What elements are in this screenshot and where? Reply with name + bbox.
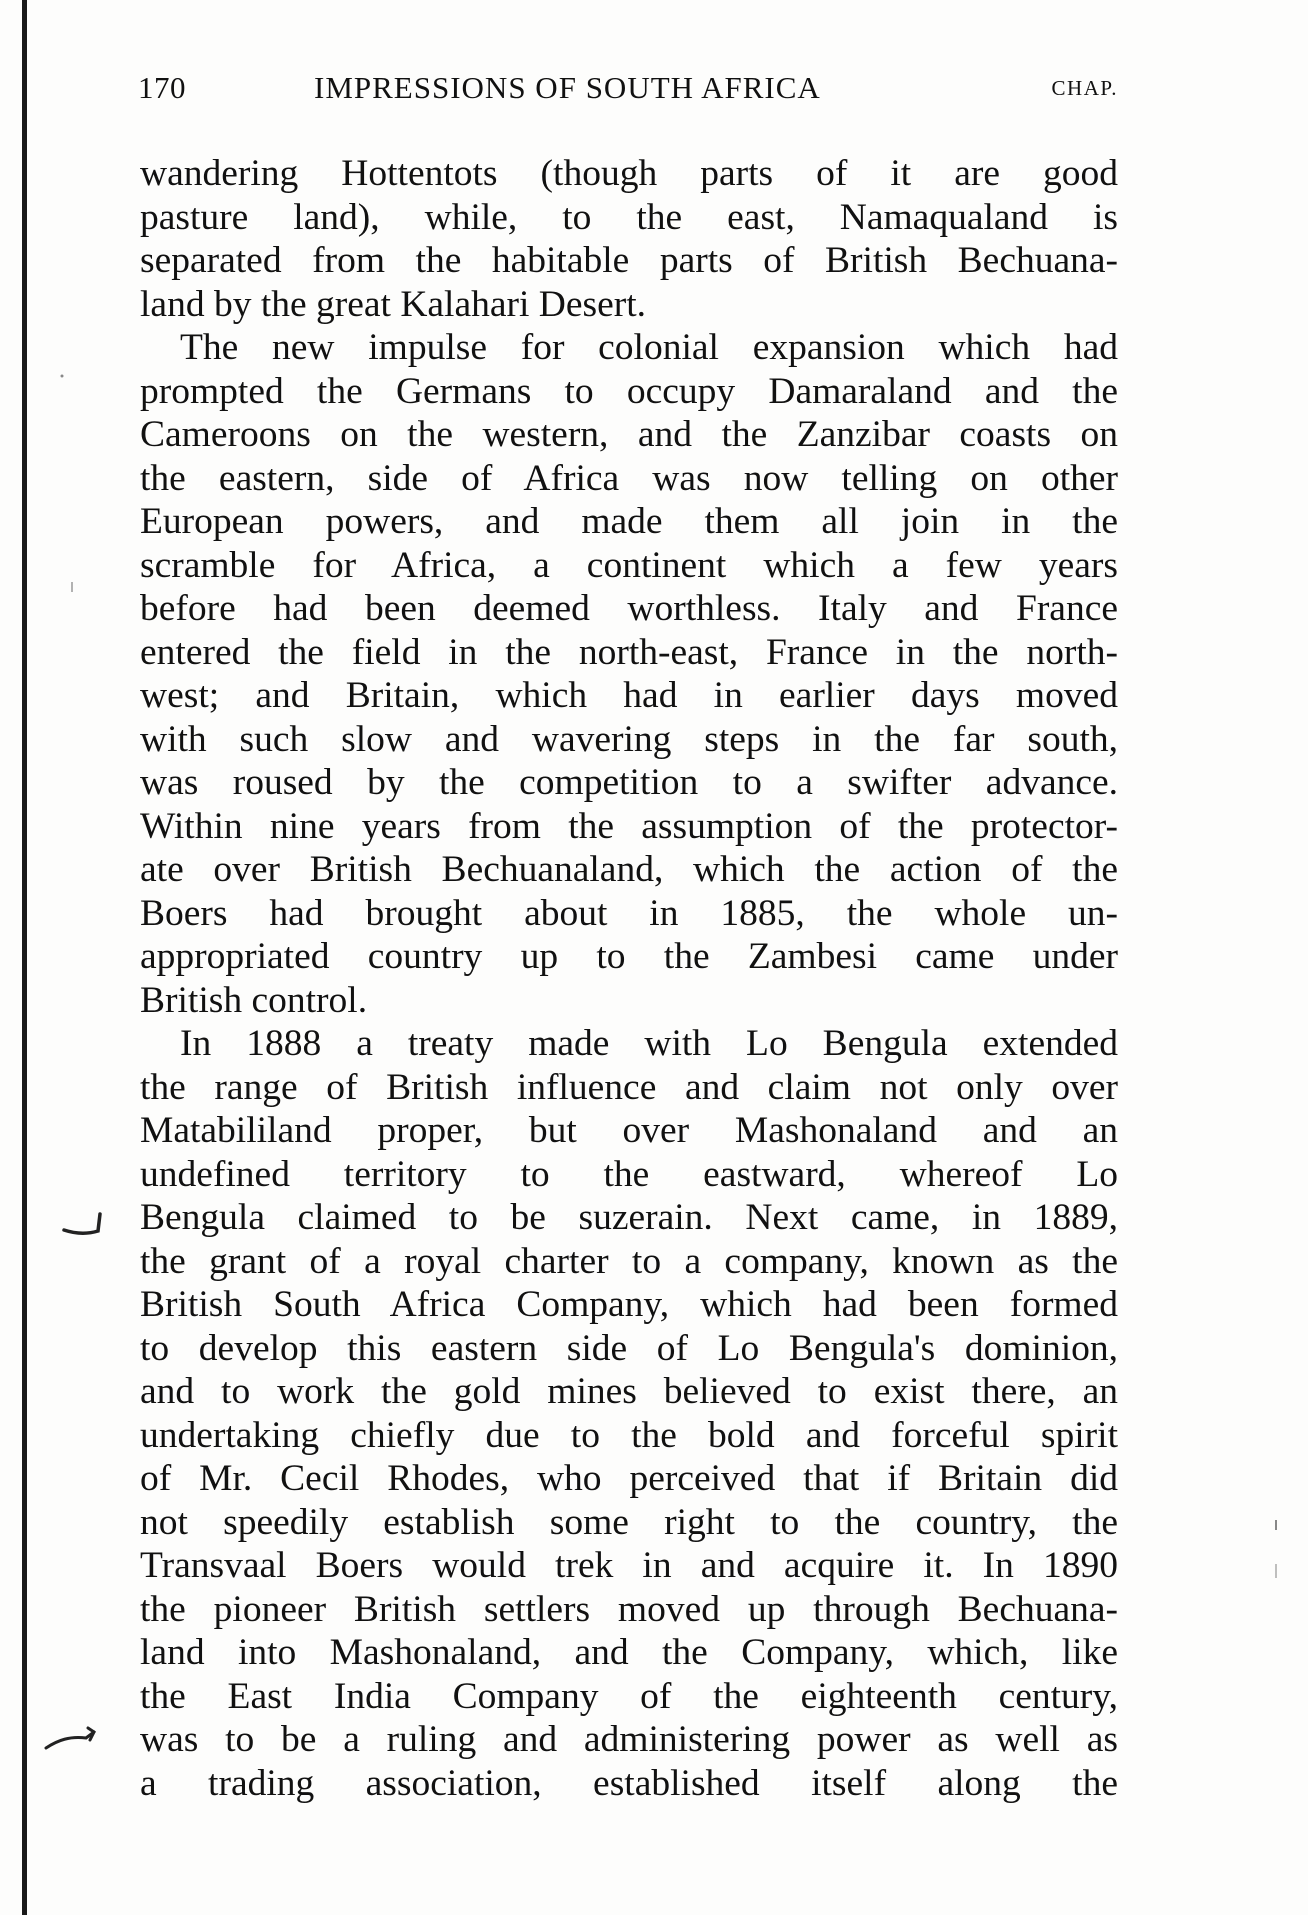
text-line: Matabililand proper, but over Mashonaland and an <box>140 1110 1118 1151</box>
running-head <box>138 70 1118 110</box>
text-line: was roused by the competition to a swifter advance. <box>140 762 1118 803</box>
running-title: IMPRESSIONS OF SOUTH AFRICA <box>314 70 821 105</box>
text-line: undertaking chiefly due to the bold and forceful spirit <box>140 1414 1118 1456</box>
text-line: ate over British Bechuanaland, which the action of the <box>140 849 1118 890</box>
margin-pencil-mark-icon <box>42 1718 112 1758</box>
text-line: British South Africa Company, which had been formed <box>140 1284 1118 1325</box>
text-line: The new impulse for colonial expansion which had <box>180 327 1118 368</box>
text-line: European powers, and made them all join in the <box>140 501 1118 542</box>
chapter-label: CHAP. <box>1051 76 1118 100</box>
text-line: prompted the Germans to occupy Damaraland and the <box>140 370 1118 412</box>
text-line: the pioneer British settlers moved up through Bechuana- <box>140 1588 1118 1630</box>
text-line: In 1888 a treaty made with Lo Bengula extended <box>180 1023 1118 1064</box>
text-line: undefined territory to the eastward, whereof Lo <box>140 1153 1118 1195</box>
margin-speck-icon <box>66 578 78 598</box>
text-line: west; and Britain, which had in earlier days moved <box>140 675 1118 716</box>
text-line: scramble for Africa, a continent which a few years <box>140 544 1118 586</box>
body-text <box>140 152 1118 1805</box>
text-line: Within nine years from the assumption of the protector- <box>140 805 1118 847</box>
text-line: of Mr. Cecil Rhodes, who perceived that if Britain did <box>140 1458 1118 1499</box>
text-line: Transvaal Boers would trek in and acquire it. In 1890 <box>140 1545 1118 1586</box>
text-line: the grant of a royal charter to a company, known as the <box>140 1240 1118 1282</box>
text-line: land by the great Kalahari Desert. <box>140 283 647 325</box>
text-line: the range of British influence and claim not only over <box>140 1066 1118 1108</box>
text-line: not speedily establish some right to the country, the <box>140 1501 1118 1543</box>
text-line: the East India Company of the eighteenth century, <box>140 1675 1118 1717</box>
margin-speck-icon <box>56 366 68 386</box>
text-line: to develop this eastern side of Lo Bengula's dominion, <box>140 1327 1118 1369</box>
text-line: with such slow and wavering steps in the far south, <box>140 718 1118 760</box>
page-number: 170 <box>138 70 186 105</box>
margin-pencil-mark-icon <box>58 1204 118 1244</box>
margin-speck-icon <box>1270 1516 1282 1586</box>
text-line: before had been deemed worthless. Italy and France <box>140 588 1118 629</box>
text-line: the eastern, side of Africa was now telling on other <box>140 457 1118 499</box>
text-line: wandering Hottentots (though parts of it are good <box>140 153 1118 194</box>
text-line: Cameroons on the western, and the Zanzibar coasts on <box>140 414 1118 455</box>
text-line: Bengula claimed to be suzerain. Next came, in 1889, <box>140 1197 1118 1238</box>
text-line: entered the field in the north-east, France in the north- <box>140 631 1118 673</box>
text-line: was to be a ruling and administering power as well as <box>140 1719 1118 1760</box>
text-line: separated from the habitable parts of British Bechuana- <box>140 240 1118 281</box>
text-line: and to work the gold mines believed to exist there, an <box>140 1371 1118 1412</box>
text-line: land into Mashonaland, and the Company, which, like <box>140 1632 1118 1673</box>
text-line: pasture land), while, to the east, Namaqualand is <box>140 196 1118 238</box>
text-line: Boers had brought about in 1885, the whole un- <box>140 892 1118 934</box>
text-line: British control. <box>140 979 368 1021</box>
text-line: appropriated country up to the Zambesi came under <box>140 936 1118 977</box>
text-line: a trading association, established itself along the <box>140 1762 1118 1804</box>
left-edge-rule <box>22 0 27 1915</box>
